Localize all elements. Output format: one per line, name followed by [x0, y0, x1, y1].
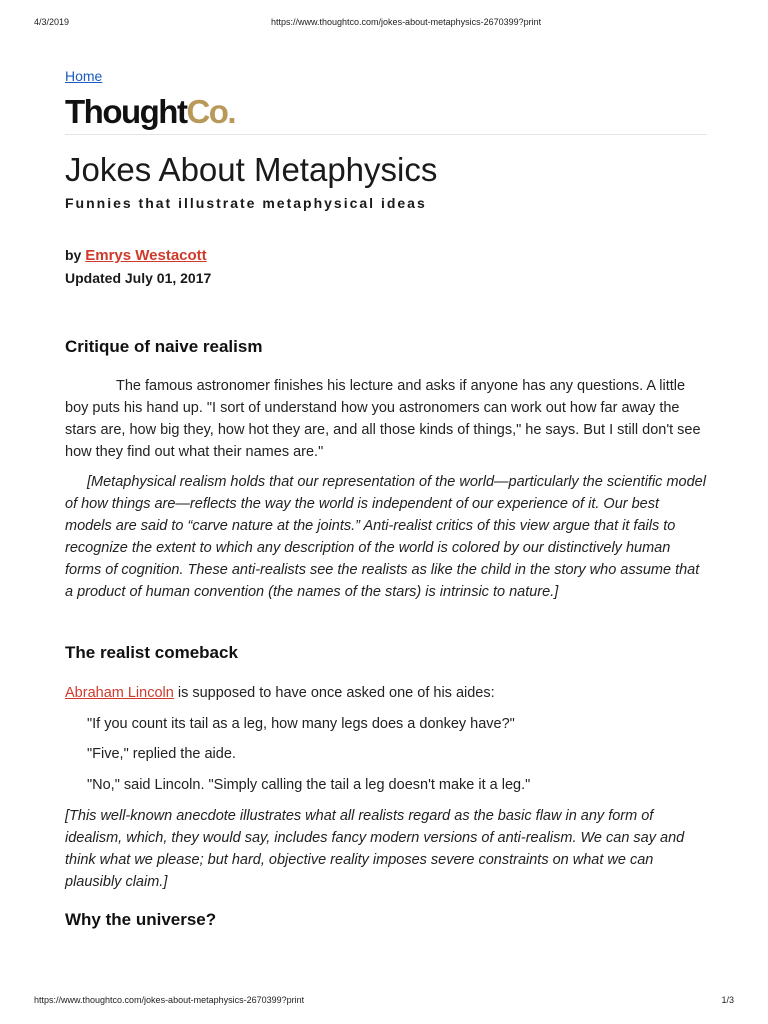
joke-astronomer: The famous astronomer finishes his lecture and asks if anyone has any questions. A little boy puts his hand up. "I sort of understand how you astronomers can work out how far away the stars are, how big they, how hot they are, and all those kinds of things," he says. But I still don't see how they find out what their names are." [65, 378, 701, 460]
home-link[interactable]: Home [65, 68, 103, 84]
quote-line-3: "No," said Lincoln. "Simply calling the tail a leg doesn't make it a leg." [87, 777, 531, 793]
commentary-realism: [Metaphysical realism holds that our representation of the world—particularly the scientific model of how things are—reflects the way the world is independent of our experience of it. Our best models are said to “carve nature at the joints.” Anti-realist critics of this view argue that it fails to recognize the extent to which any description of the world is colored by our distinctively human forms of cognition. These anti-realists see the realists as like the child in the story who assume that a product of human convention (the names of the stars) is intrinsic to nature.] [65, 474, 706, 600]
page-title: Jokes About Metaphysics [65, 151, 438, 188]
thoughtco-logo[interactable] [65, 92, 235, 132]
page-number: 1/3 [721, 995, 734, 1005]
header-divider [65, 134, 707, 135]
quote-line-2: "Five," replied the aide. [87, 746, 236, 762]
print-url: https://www.thoughtco.com/jokes-about-metaphysics-2670399?print [271, 17, 542, 27]
lincoln-intro [65, 682, 707, 704]
footer-url: https://www.thoughtco.com/jokes-about-metaphysics-2670399?print [34, 995, 305, 1005]
section-heading-realist-comeback: The realist comeback [65, 643, 238, 662]
by-label: by [65, 247, 86, 263]
quote-line-1: "If you count its tail as a leg, how many legs does a donkey have?" [87, 716, 515, 732]
section-heading-why-universe: Why the universe? [65, 910, 217, 929]
byline [65, 247, 207, 264]
logo-co: Co. [186, 93, 236, 130]
commentary-lincoln: [This well-known anecdote illustrates what all realists regard as the basic flaw in any form of idealism, which, they would say, includes fancy modern versions of anti-realism. We can say and think what we please; but hard, objective reality imposes severe constraints on what we can plausibly claim.] [65, 808, 685, 890]
abraham-lincoln-link[interactable]: Abraham Lincoln [65, 685, 174, 701]
lincoln-intro-text: is supposed to have once asked one of his aides: [173, 685, 495, 701]
page-subtitle: Funnies that illustrate metaphysical ideas [65, 195, 427, 211]
section-heading-naive-realism: Critique of naive realism [65, 337, 263, 356]
logo-thought: Thought [65, 93, 187, 130]
author-link[interactable]: Emrys Westacott [85, 247, 207, 264]
updated-date: Updated July 01, 2017 [65, 270, 212, 286]
print-date: 4/3/2019 [34, 17, 70, 27]
